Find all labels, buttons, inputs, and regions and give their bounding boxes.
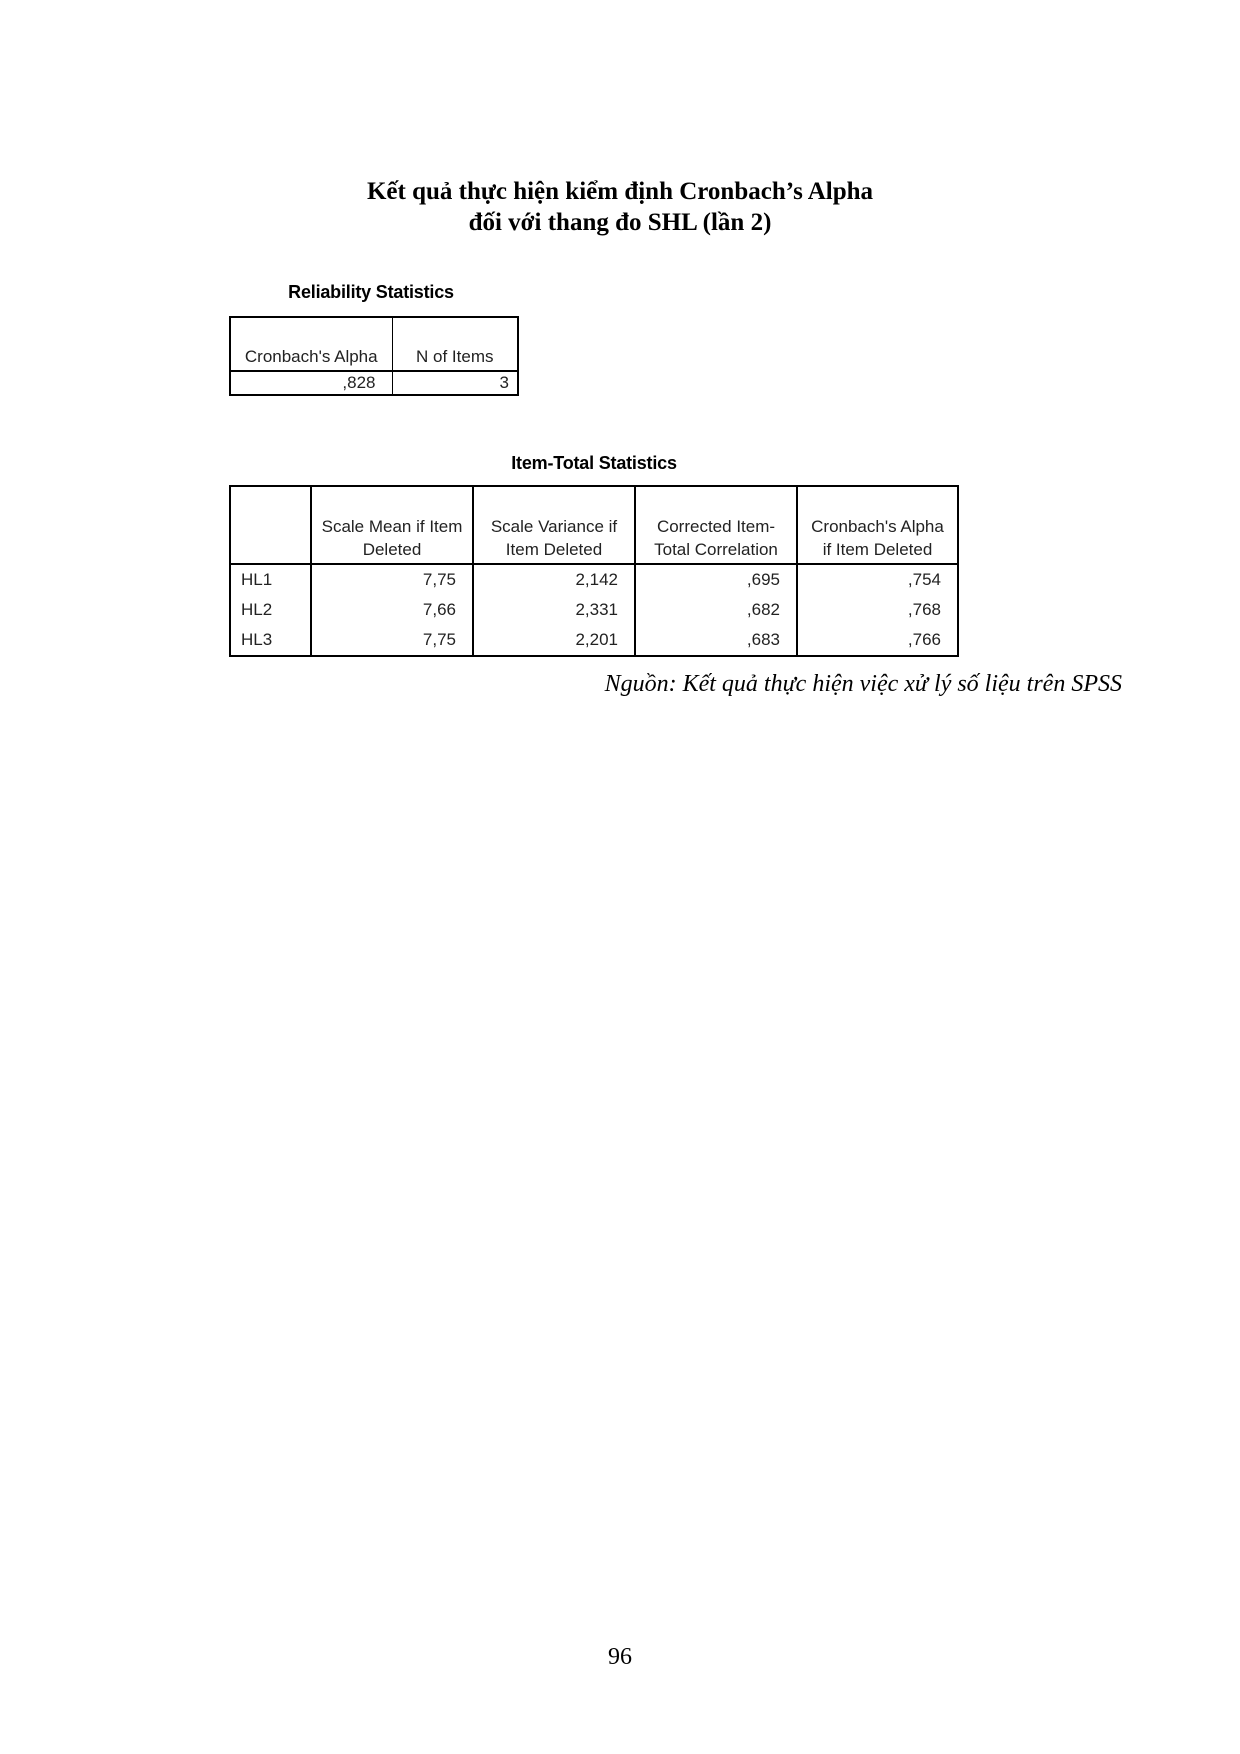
- column-header: Scale Mean if Item Deleted: [311, 486, 473, 564]
- table-cell: ,766: [907, 630, 941, 649]
- row-label: HL2: [230, 595, 311, 625]
- table-header-row: [230, 317, 518, 371]
- page-number: 96: [608, 1644, 632, 1670]
- table-cell: 2,331: [473, 595, 635, 625]
- reliability-statistics-caption: Reliability Statistics: [288, 282, 454, 302]
- page-title: [0, 176, 1240, 238]
- table-cell: ,828: [230, 371, 392, 395]
- item-total-statistics-table: [229, 485, 959, 657]
- column-header: Scale Variance if Item Deleted: [473, 486, 635, 564]
- row-label: HL1: [230, 564, 311, 595]
- title-line-1: Kết quả thực hiện kiểm định Cronbach’s Alpha: [366, 178, 874, 205]
- column-header: [230, 486, 311, 564]
- table-row: [230, 595, 958, 625]
- title-line-2: đối với thang đo SHL (lần 2): [468, 209, 772, 236]
- table-cell: ,682: [635, 595, 797, 625]
- column-header: Cronbach's Alpha: [230, 317, 392, 371]
- table-cell: ,695: [635, 564, 797, 595]
- table-cell: ,768: [907, 600, 941, 619]
- table-header-row: [230, 486, 958, 564]
- item-total-statistics-caption: Item-Total Statistics: [511, 453, 677, 473]
- reliability-statistics-table: [229, 316, 519, 396]
- table-cell: 7,75: [311, 564, 473, 595]
- table-row: [230, 371, 518, 395]
- table-cell: ,754: [907, 570, 941, 589]
- table-row: [230, 625, 958, 656]
- column-header: Corrected Item-Total Correlation: [635, 486, 797, 564]
- table-row: [230, 564, 958, 595]
- table-cell: 7,75: [311, 625, 473, 656]
- table-cell: 7,66: [311, 595, 473, 625]
- table-cell: 2,201: [473, 625, 635, 656]
- table-cell: ,683: [635, 625, 797, 656]
- source-note: Nguồn: Kết quả thực hiện việc xử lý số liệu trên SPSS: [604, 671, 1122, 697]
- table-cell: 3: [499, 373, 509, 392]
- table-cell: 2,142: [473, 564, 635, 595]
- column-header: N of Items: [392, 317, 518, 371]
- row-label: HL3: [230, 625, 311, 656]
- column-header: Cronbach's Alpha if Item Deleted: [797, 486, 958, 564]
